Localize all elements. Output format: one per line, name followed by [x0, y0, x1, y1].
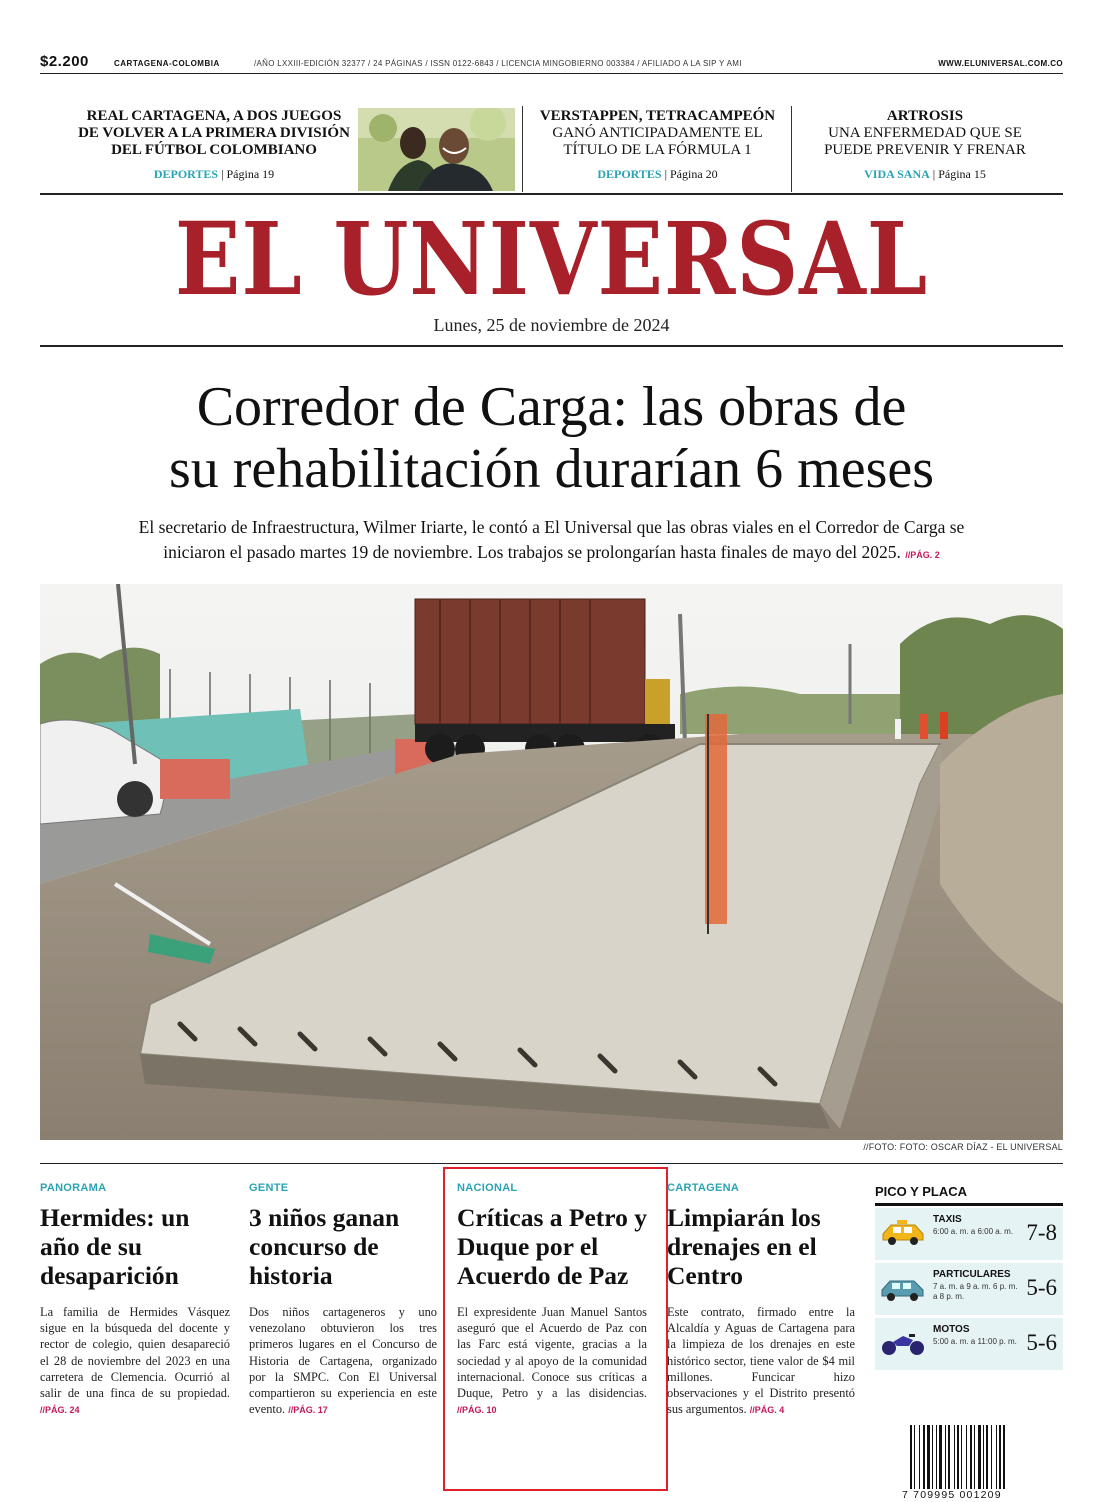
- cover-price: $2.200: [40, 53, 89, 70]
- website-link[interactable]: WWW.ELUNIVERSAL.COM.CO: [938, 59, 1063, 68]
- story-title: Críticas a Petro y Duque por el Acuerdo de Paz: [457, 1203, 648, 1290]
- teaser-photo-footballers: [358, 108, 515, 191]
- section-label: PANORAMA: [40, 1182, 107, 1194]
- divider: [791, 106, 792, 192]
- teaser-subtitle: GANÓ ANTICIPADAMENTE EL TÍTULO DE LA FÓRMULA 1: [552, 125, 763, 158]
- teaser-subtitle: UNA ENFERMEDAD QUE SE PUEDE PREVENIR Y FRENAR: [824, 125, 1026, 158]
- page-ref[interactable]: //PÁG. 2: [905, 550, 940, 560]
- highlight-box: [443, 1167, 668, 1491]
- section-label: CARTAGENA: [667, 1182, 740, 1194]
- teaser-real-cartagena[interactable]: [78, 108, 350, 182]
- teaser-title: ARTROSIS: [886, 108, 964, 124]
- motorcycle-icon: [879, 1330, 927, 1361]
- divider: [40, 1163, 1063, 1164]
- restricted-digits: 7-8: [1026, 1220, 1057, 1245]
- story-body: Dos niños cartageneros y uno venezolano obtuvieron los tres primeros lugares en el Concurso de Historia de Cartagena, organizado por la SMPC. Con El Universal compartieron su experiencia en este evento. //PÁG. 17: [249, 1305, 437, 1417]
- divider: [40, 193, 1063, 195]
- story-title: Hermides: un año de su desaparición: [40, 1203, 190, 1290]
- teaser-title: REAL CARTAGENA, A DOS JUEGOS DE VOLVER A LA PRIMERA DIVISIÓN DEL FÚTBOL COLOMBIANO: [78, 108, 350, 158]
- issue-date: Lunes, 25 de noviembre de 2024: [433, 315, 670, 335]
- car-icon: [879, 1275, 927, 1306]
- story-gente[interactable]: [249, 1182, 437, 1418]
- pico-y-placa-particulares: PARTICULARES 7 a. m. a 9 a. m. 6 p. m. a 8 p. m. 5-6: [875, 1263, 1063, 1315]
- divider: [40, 345, 1063, 347]
- story-body: El expresidente Juan Manuel Santos aseguró que el Acuerdo de Paz con las Farc está vigente, gracias a la sociedad y al apoyo de la comunidad internacional. Conoce sus críticas a Duque, Petro y a las disidencias. //PÁG. 10: [457, 1305, 647, 1416]
- barcode-graphic: [910, 1425, 1022, 1489]
- city-label: CARTAGENA-COLOMBIA: [114, 59, 220, 68]
- restricted-digits: 5-6: [1026, 1275, 1057, 1300]
- main-deck: El secretario de Infraestructura, Wilmer Iriarte, le contó a El Universal que las obras viales en el Corredor de Carga se iniciaron el pasado martes 19 de noviembre. Los trabajos se prolongarían hasta finales de mayo del 2025. //PÁG. 2: [138, 517, 965, 562]
- restricted-digits: 5-6: [1026, 1330, 1057, 1355]
- page-ref[interactable]: //PÁG. 10: [457, 1405, 497, 1416]
- teaser-section-ref: DEPORTES | Página 19: [153, 167, 275, 181]
- story-panorama[interactable]: [40, 1182, 230, 1418]
- masthead-logo: EL UNIVERSAL: [174, 200, 929, 318]
- page-ref[interactable]: //PÁG. 24: [40, 1405, 80, 1416]
- section-label: NACIONAL: [457, 1182, 518, 1194]
- story-title: Limpiarán los drenajes en el Centro: [667, 1203, 821, 1290]
- teaser-artrosis[interactable]: [805, 108, 1045, 182]
- teaser-section-ref: VIDA SANA | Página 15: [864, 167, 986, 181]
- teaser-verstappen[interactable]: [530, 108, 785, 182]
- page-ref[interactable]: //PÁG. 4: [749, 1405, 785, 1416]
- pico-y-placa-motos: MOTOS 5:00 a. m. a 11:00 p. m. 5-6: [875, 1318, 1063, 1370]
- photo-credit: //FOTO: FOTO: OSCAR DÍAZ - EL UNIVERSAL: [863, 1142, 1063, 1152]
- page-ref[interactable]: //PÁG. 17: [288, 1405, 328, 1416]
- top-strip: [40, 53, 1063, 74]
- teaser-title: VERSTAPPEN, TETRACAMPEÓN: [539, 108, 776, 124]
- main-photo-road-works: [40, 584, 1063, 1140]
- divider: [522, 106, 523, 192]
- pico-y-placa-title: PICO Y PLACA: [875, 1184, 1063, 1206]
- teaser-section-ref: DEPORTES | Página 20: [597, 167, 718, 181]
- story-body: La familia de Hermides Vásquez sigue en la búsqueda del docente y rector de colegio, quien desapareció el 28 de noviembre del 2023 en una carretera de Clemencia. Ocurrió al salir de una finca de su propiedad. //PÁG. 24: [40, 1305, 230, 1416]
- edition-info: /AÑO LXXIII-EDICIÓN 32377 / 24 PÁGINAS / ISSN 0122-6843 / LICENCIA MINGOBIERNO 003384 / AFILIADO A LA SIP Y AMI: [254, 59, 742, 68]
- pico-y-placa-taxis: TAXIS 6:00 a. m. a 6:00 a. m. 7-8: [875, 1208, 1063, 1260]
- section-label: GENTE: [249, 1182, 289, 1194]
- main-headline[interactable]: Corredor de Carga: las obras de su rehabilitación durarían 6 meses: [168, 376, 935, 500]
- story-body: Este contrato, firmado entre la Alcaldía y Aguas de Cartagena para la limpieza de los drenajes en este histórico sector, tiene valor de $4 mil millones. Funcicar hizo observaciones y el Distrito presentó sus argumentos. //PÁG. 4: [667, 1305, 855, 1417]
- taxi-icon: [879, 1220, 927, 1251]
- story-cartagena[interactable]: [667, 1182, 855, 1418]
- barcode-number: 7 709995 001209: [902, 1489, 1002, 1501]
- story-title: 3 niños ganan concurso de historia: [249, 1203, 400, 1290]
